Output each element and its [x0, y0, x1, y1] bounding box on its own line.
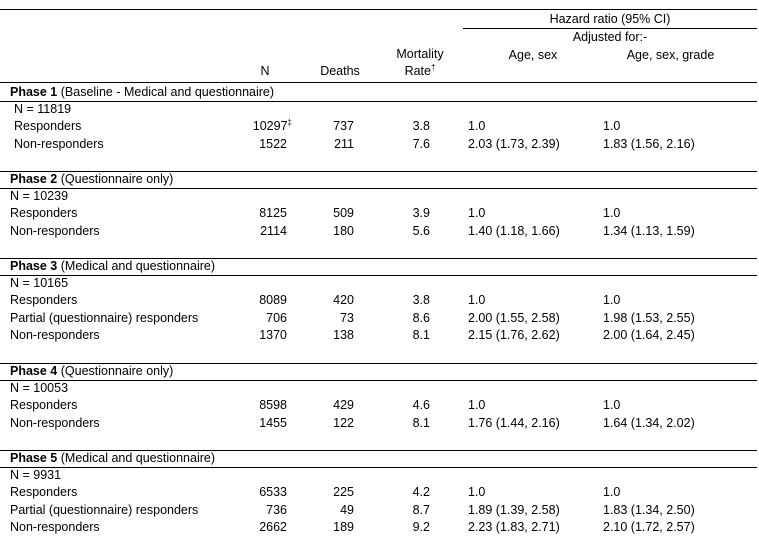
row-hr-age-sex: 1.40 (1.18, 1.66) [468, 223, 560, 238]
age-sex-header: Age, sex [508, 48, 558, 62]
mortality-rate-header-line2: Rate† [404, 63, 436, 78]
row-label: Responders [10, 398, 78, 413]
row-n [220, 416, 287, 431]
row-mortality-rate: 7.6 [412, 136, 430, 151]
phase-description: (Questionnaire only) [57, 172, 174, 186]
age-sex-grade-header: Age, sex, grade [626, 48, 715, 62]
row-hr-age-sex-grade: 1.0 [603, 398, 621, 413]
row-hr-age-sex: 1.0 [468, 119, 486, 134]
phase-n-total: N = 10239 [10, 189, 69, 203]
row-deaths: 180 [333, 223, 354, 238]
row-mortality-rate: 5.6 [412, 223, 430, 238]
row-hr-age-sex: 2.23 (1.83, 2.71) [468, 519, 560, 534]
row-hr-age-sex-grade: 1.0 [603, 206, 621, 221]
phase-title-label: Phase 2 [10, 172, 58, 186]
row-n [220, 485, 287, 500]
row-mortality-rate: 3.8 [412, 293, 430, 308]
row-n-value: 8125 [259, 206, 287, 221]
row-mortality-rate: 8.6 [412, 310, 430, 325]
row-hr-age-sex: 2.00 (1.55, 2.58) [468, 310, 560, 325]
phase-description: (Medical and questionnaire) [57, 451, 215, 465]
row-n [220, 137, 287, 152]
row-hr-age-sex-grade: 2.10 (1.72, 2.57) [603, 519, 695, 534]
row-label: Responders [14, 119, 82, 134]
phase-title-label: Phase 1 [10, 85, 58, 99]
phase-title-rule [0, 188, 757, 189]
row-deaths: 122 [333, 415, 354, 430]
row-n [220, 398, 287, 413]
phase-description: (Baseline - Medical and questionnaire) [57, 85, 275, 99]
row-label: Non-responders [10, 223, 100, 238]
row-mortality-rate: 8.1 [412, 415, 430, 430]
row-n-value: 2114 [260, 223, 287, 238]
row-hr-age-sex-grade: 1.64 (1.34, 2.02) [603, 415, 695, 430]
row-n-value: 2662 [259, 519, 287, 534]
row-n [220, 503, 287, 518]
row-hr-age-sex: 1.0 [468, 293, 486, 308]
footnote-mark: ‡ [287, 118, 292, 128]
hazard-ratio-header: Hazard ratio (95% CI) [549, 12, 671, 26]
row-n-value: 1370 [259, 327, 287, 342]
mortality-rate-header-line1: Mortality [396, 47, 444, 61]
row-mortality-rate: 3.9 [412, 206, 430, 221]
adjusted-for-header: Adjusted for:- [572, 30, 648, 44]
row-hr-age-sex: 1.76 (1.44, 2.16) [468, 415, 560, 430]
row-deaths: 509 [333, 206, 354, 221]
row-n [220, 520, 287, 535]
row-label: Responders [10, 485, 78, 500]
row-deaths: 73 [340, 310, 354, 325]
row-hr-age-sex-grade: 1.0 [603, 485, 621, 500]
row-hr-age-sex-grade: 1.34 (1.13, 1.59) [603, 223, 695, 238]
row-deaths: 189 [333, 519, 354, 534]
row-mortality-rate: 4.6 [412, 398, 430, 413]
row-hr-age-sex: 2.15 (1.76, 2.62) [468, 327, 560, 342]
phase-n-total: N = 11819 [14, 102, 72, 116]
row-label: Non-responders [10, 519, 100, 534]
row-hr-age-sex-grade: 1.83 (1.34, 2.50) [603, 502, 695, 517]
row-deaths: 211 [334, 136, 354, 151]
deaths-header: Deaths [320, 64, 360, 78]
row-deaths: 737 [333, 119, 354, 134]
row-n [220, 224, 287, 239]
row-label: Responders [10, 206, 78, 221]
phase-title [10, 85, 274, 100]
hazard-ratio-rule [463, 28, 757, 29]
row-n-value: 10297 [252, 119, 288, 134]
row-n [220, 119, 292, 134]
row-label: Partial (questionnaire) responders [10, 502, 199, 517]
row-label: Non-responders [10, 327, 100, 342]
phase-title-rule [0, 275, 757, 276]
row-n-value: 706 [266, 310, 287, 325]
row-n [220, 328, 287, 343]
row-mortality-rate: 3.8 [412, 119, 430, 134]
n-header: N [260, 64, 270, 78]
row-mortality-rate: 4.2 [412, 485, 430, 500]
row-hr-age-sex-grade: 1.0 [603, 119, 621, 134]
row-hr-age-sex: 1.0 [468, 485, 486, 500]
row-deaths: 49 [340, 502, 354, 517]
top-rule [0, 9, 757, 10]
row-hr-age-sex-grade: 1.0 [603, 293, 621, 308]
row-deaths: 225 [333, 485, 354, 500]
phase-title-rule [0, 101, 757, 102]
row-deaths: 429 [333, 398, 354, 413]
row-mortality-rate: 8.7 [412, 502, 430, 517]
row-hr-age-sex: 1.89 (1.39, 2.58) [468, 502, 560, 517]
phase-title [10, 364, 173, 379]
row-label: Non-responders [14, 136, 104, 151]
row-n-value: 8598 [259, 398, 287, 413]
phase-title-rule [0, 467, 757, 468]
phase-description: (Questionnaire only) [57, 364, 174, 378]
row-n-value: 8089 [259, 293, 287, 308]
phase-title-label: Phase 5 [10, 451, 58, 465]
row-n-value: 736 [266, 502, 287, 517]
phase-title [10, 451, 215, 466]
phase-n-total: N = 10165 [10, 276, 69, 290]
row-mortality-rate: 9.2 [412, 519, 430, 534]
row-label: Non-responders [10, 415, 100, 430]
row-hr-age-sex-grade: 1.98 (1.53, 2.55) [603, 310, 695, 325]
row-hr-age-sex-grade: 2.00 (1.64, 2.45) [603, 327, 695, 342]
row-hr-age-sex: 2.03 (1.73, 2.39) [468, 136, 560, 151]
row-label: Partial (questionnaire) responders [10, 310, 199, 325]
row-n [220, 293, 287, 308]
row-n-value: 6533 [259, 485, 287, 500]
row-n-value: 1455 [259, 415, 287, 430]
phase-n-total: N = 9931 [10, 468, 62, 482]
row-n [220, 311, 287, 326]
row-hr-age-sex: 1.0 [468, 206, 486, 221]
phase-title-rule [0, 380, 757, 381]
phase-title-label: Phase 3 [10, 259, 58, 273]
phase-n-total: N = 10053 [10, 381, 69, 395]
row-n-value: 1522 [259, 136, 287, 151]
phase-description: (Medical and questionnaire) [57, 259, 215, 273]
header-bottom-rule [0, 82, 757, 83]
row-deaths: 420 [333, 293, 354, 308]
phase-title [10, 259, 215, 274]
phase-title [10, 172, 173, 187]
phase-title-label: Phase 4 [10, 364, 58, 378]
row-label: Responders [10, 293, 78, 308]
row-hr-age-sex-grade: 1.83 (1.56, 2.16) [603, 136, 695, 151]
row-deaths: 138 [333, 327, 354, 342]
row-mortality-rate: 8.1 [412, 327, 430, 342]
row-hr-age-sex: 1.0 [468, 398, 486, 413]
row-n [220, 206, 287, 221]
